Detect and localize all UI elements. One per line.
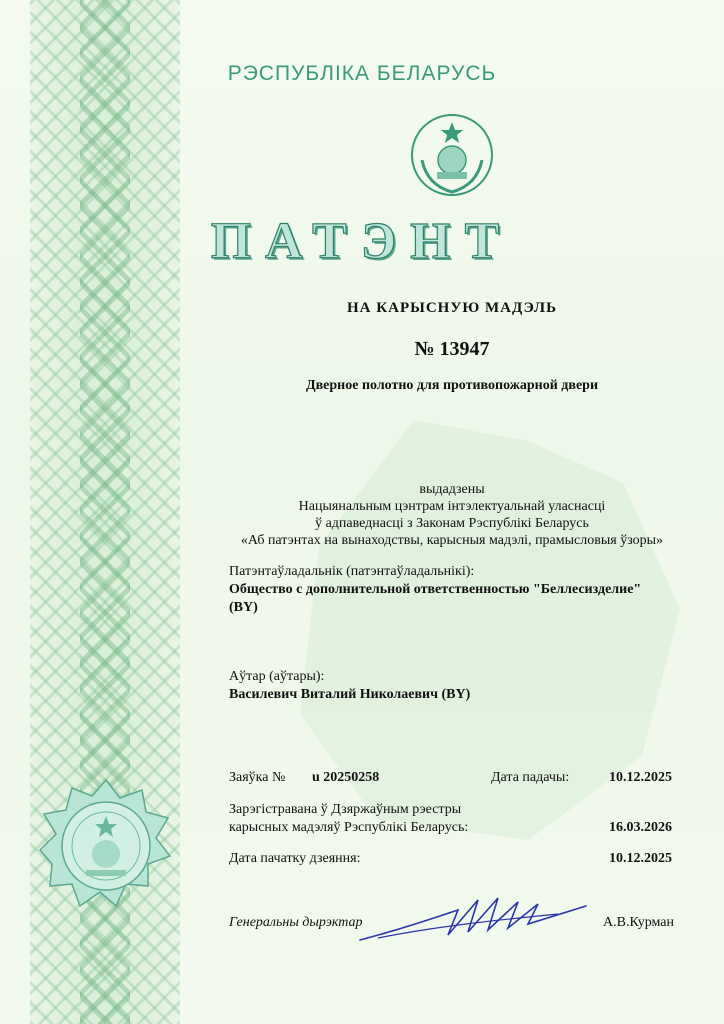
issued-statement bbox=[180, 481, 724, 549]
director-title: Генеральны дырэктар bbox=[229, 915, 363, 930]
author-label: Аўтар (аўтары): bbox=[229, 669, 325, 684]
filing-date: 10.12.2025 bbox=[609, 770, 672, 785]
holder-section bbox=[229, 563, 689, 617]
holder-label: Патэнтаўладальнік (патэнтаўладальнікі): bbox=[229, 564, 475, 579]
issued-line-2: Нацыянальным цэнтрам інтэлектуальнай уласнасці bbox=[298, 499, 606, 514]
signature-icon bbox=[358, 890, 588, 950]
start-date-label: Дата пачатку дзеяння: bbox=[229, 851, 361, 866]
national-seal-icon bbox=[36, 776, 176, 916]
registered-label-1: Зарэгістравана ў Дзяржаўным рэестры bbox=[229, 802, 462, 817]
holder-country: (BY) bbox=[229, 600, 258, 615]
author-value: Василевич Виталий Николаевич (BY) bbox=[229, 687, 471, 702]
republic-heading: РЭСПУБЛІКА БЕЛАРУСЬ bbox=[227, 62, 497, 85]
start-date: 10.12.2025 bbox=[609, 851, 672, 866]
application-label: Заяўка № bbox=[229, 770, 286, 785]
application-number: u 20250258 bbox=[312, 770, 380, 785]
invention-name: Дверное полотно для противопожарной двери bbox=[305, 378, 599, 393]
registration-date: 16.03.2026 bbox=[609, 820, 672, 835]
issued-line-3: ў адпаведнасці з Законам Рэспублікі Беларусь bbox=[315, 516, 589, 531]
holder-value: Общество с дополнительной ответственностью "Беллесизделие" bbox=[229, 582, 642, 597]
author-section bbox=[229, 668, 689, 704]
registered-label-2: карысных мадэляў Рэспублікі Беларусь: bbox=[229, 820, 469, 835]
document-title: ПАТЭНТ bbox=[210, 213, 514, 270]
issued-line-1: выдадзены bbox=[419, 482, 485, 497]
issued-line-4: «Аб патэнтах на вынаходствы, карысныя мадэлі, прамысловыя ўзоры» bbox=[240, 533, 664, 548]
patent-type: НА КАРЫСНУЮ МАДЭЛЬ bbox=[346, 300, 557, 316]
filing-date-label: Дата падачы: bbox=[491, 770, 570, 785]
director-name: А.В.Курман bbox=[603, 915, 674, 930]
patent-number: № 13947 bbox=[414, 338, 490, 360]
state-emblem-icon bbox=[407, 110, 497, 200]
